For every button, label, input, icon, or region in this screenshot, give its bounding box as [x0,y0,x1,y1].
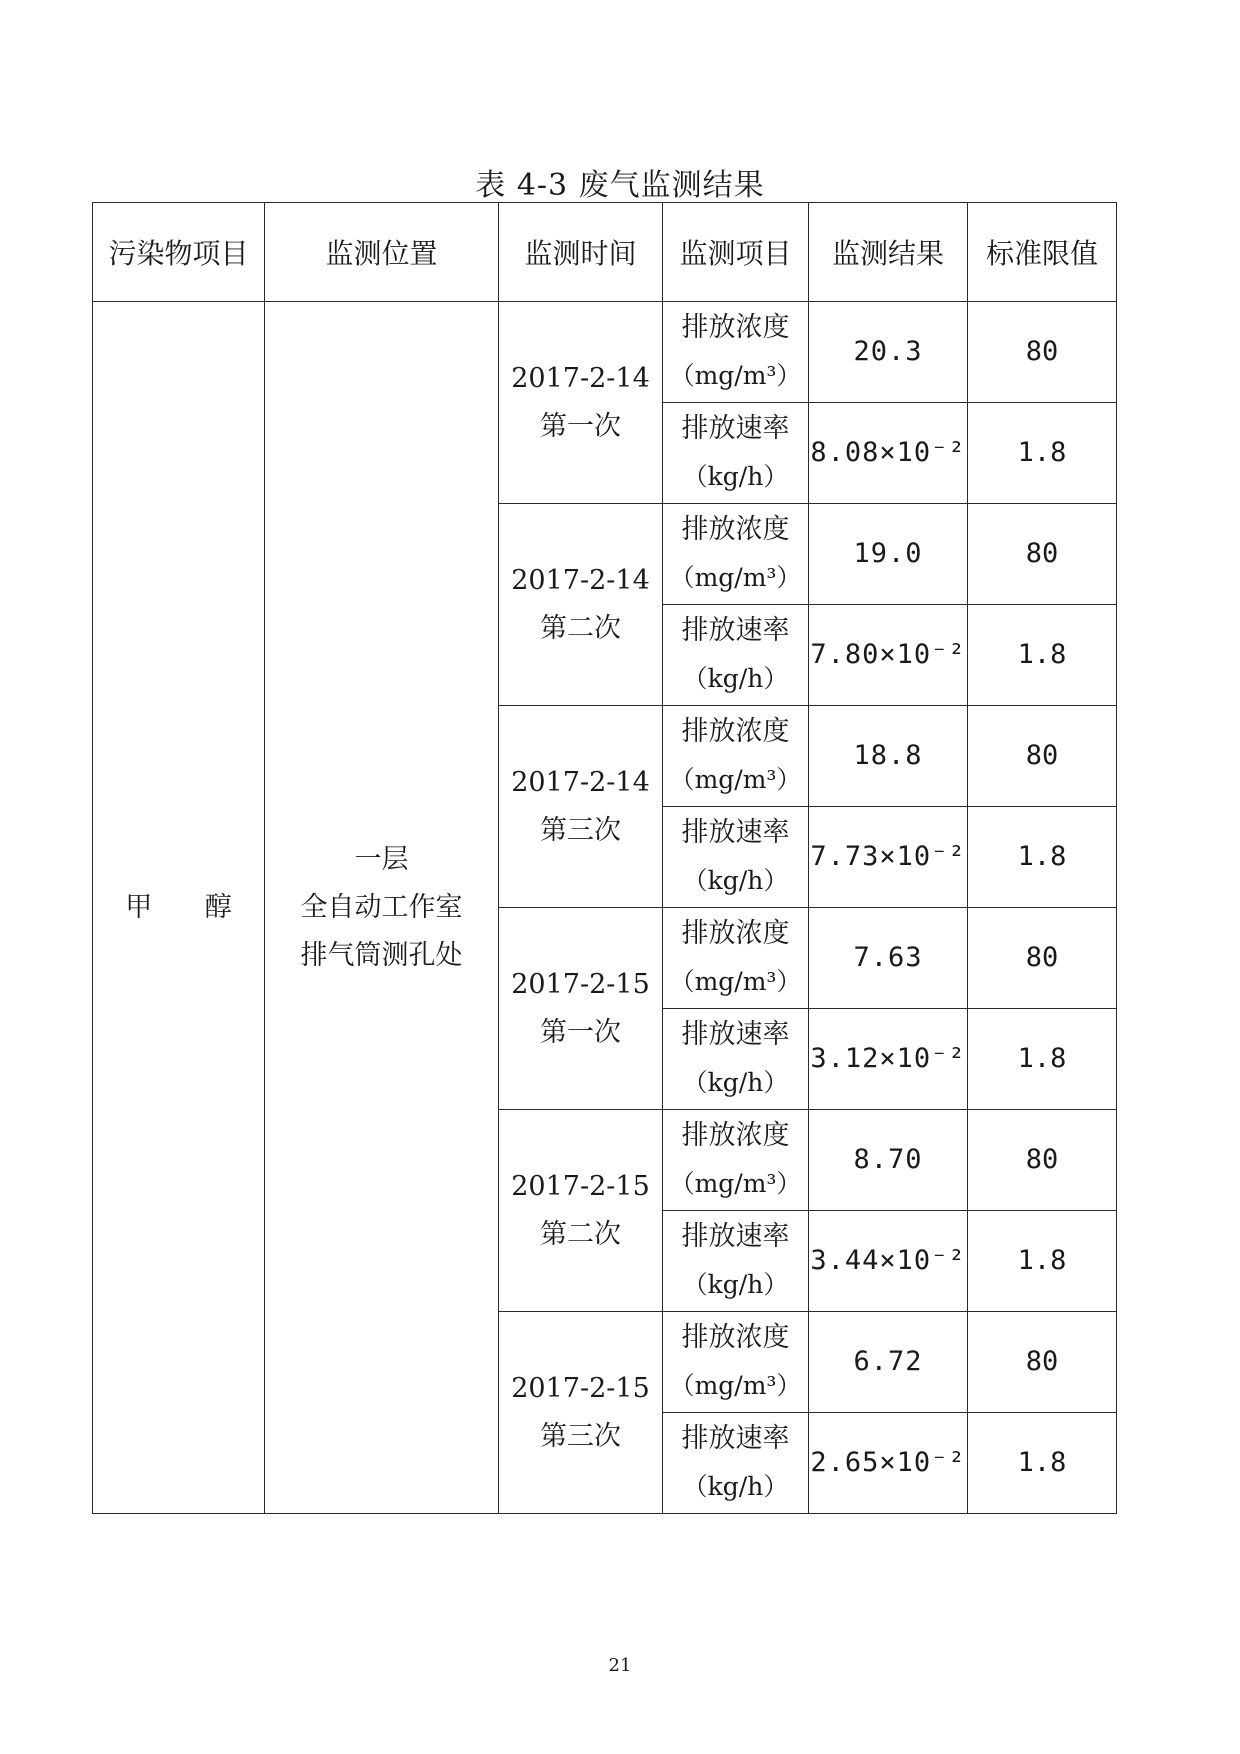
time-cell [499,706,663,908]
time-cell [499,1110,663,1312]
rate-limit: 1.8 [968,403,1117,504]
item-label: 排放速率 [681,1221,790,1252]
item-unit: （mg/m³） [669,361,802,390]
item-cell-rate [663,1009,809,1110]
measurement-date: 2017-2-15 [511,1170,650,1202]
item-label: 排放浓度 [681,1322,790,1353]
rate-limit: 1.8 [968,1211,1117,1312]
item-label: 排放速率 [681,1019,790,1050]
measurement-round: 第三次 [540,814,621,846]
item-label: 排放速率 [681,413,790,444]
header-row [93,203,1117,302]
table-body [93,302,1117,1514]
item-unit: （mg/m³） [669,1371,802,1400]
item-cell-rate [663,605,809,706]
header-time: 监测时间 [499,203,663,302]
time-cell [499,908,663,1110]
measurement-round: 第二次 [540,612,621,644]
header-item: 监测项目 [663,203,809,302]
measurement-round: 第一次 [540,410,621,442]
concentration-value: 18.8 [809,706,968,807]
item-cell-rate [663,807,809,908]
concentration-value: 7.63 [809,908,968,1009]
item-label: 排放浓度 [681,514,790,545]
pollutant-name: 甲 醇 [125,891,254,923]
time-cell [499,302,663,504]
item-unit: （mg/m³） [669,563,802,592]
item-cell-rate [663,403,809,504]
measurement-date: 2017-2-15 [511,968,650,1000]
measurement-round: 第二次 [540,1218,621,1250]
table-title: 表 4-3 废气监测结果 [475,168,765,203]
item-label: 排放浓度 [681,918,790,949]
item-cell-rate [663,1211,809,1312]
rate-value: 3.12×10⁻² [809,1009,968,1110]
concentration-limit: 80 [968,302,1117,403]
rate-value: 3.44×10⁻² [809,1211,968,1312]
time-cell [499,1312,663,1514]
item-cell-concentration [663,706,809,807]
measurement-date: 2017-2-14 [511,766,650,798]
location-line: 全自动工作室 [300,891,463,923]
measurement-round: 第一次 [540,1016,621,1048]
item-label: 排放速率 [681,615,790,646]
measurement-date: 2017-2-14 [511,564,650,596]
rate-limit: 1.8 [968,605,1117,706]
concentration-limit: 80 [968,504,1117,605]
header-limit: 标准限值 [968,203,1117,302]
item-cell-concentration [663,908,809,1009]
item-unit: （kg/h） [682,664,789,693]
item-cell-concentration [663,1312,809,1413]
concentration-limit: 80 [968,908,1117,1009]
item-unit: （mg/m³） [669,765,802,794]
rate-value: 8.08×10⁻² [809,403,968,504]
item-label: 排放浓度 [681,312,790,343]
rate-limit: 1.8 [968,1009,1117,1110]
concentration-limit: 80 [968,1110,1117,1211]
pollutant-cell [93,302,265,1514]
concentration-value: 19.0 [809,504,968,605]
measurement-date: 2017-2-15 [511,1372,650,1404]
item-unit: （kg/h） [682,1270,789,1299]
rate-value: 7.80×10⁻² [809,605,968,706]
item-cell-concentration [663,1110,809,1211]
item-label: 排放浓度 [681,716,790,747]
item-label: 排放速率 [681,1423,790,1454]
item-unit: （mg/m³） [669,967,802,996]
item-unit: （kg/h） [682,1472,789,1501]
item-cell-concentration [663,504,809,605]
rate-limit: 1.8 [968,807,1117,908]
location-cell [265,302,499,1514]
concentration-value: 20.3 [809,302,968,403]
concentration-limit: 80 [968,706,1117,807]
time-cell [499,504,663,706]
item-unit: （kg/h） [682,866,789,895]
rate-value: 2.65×10⁻² [809,1413,968,1514]
item-unit: （kg/h） [682,462,789,491]
header-location: 监测位置 [265,203,499,302]
location-line: 排气筒测孔处 [300,939,463,971]
item-unit: （mg/m³） [669,1169,802,1198]
measurement-date: 2017-2-14 [511,362,650,394]
header-pollutant: 污染物项目 [93,203,265,302]
item-cell-rate [663,1413,809,1514]
header-result: 监测结果 [809,203,968,302]
concentration-limit: 80 [968,1312,1117,1413]
monitoring-results-table [92,202,1117,1514]
item-unit: （kg/h） [682,1068,789,1097]
concentration-value: 8.70 [809,1110,968,1211]
location-line: 一层 [354,843,409,875]
measurement-round: 第三次 [540,1420,621,1452]
rate-limit: 1.8 [968,1413,1117,1514]
item-label: 排放浓度 [681,1120,790,1151]
item-cell-concentration [663,302,809,403]
page-number: 21 [608,1655,632,1676]
table-row-concentration [93,302,1117,403]
concentration-value: 6.72 [809,1312,968,1413]
rate-value: 7.73×10⁻² [809,807,968,908]
item-label: 排放速率 [681,817,790,848]
